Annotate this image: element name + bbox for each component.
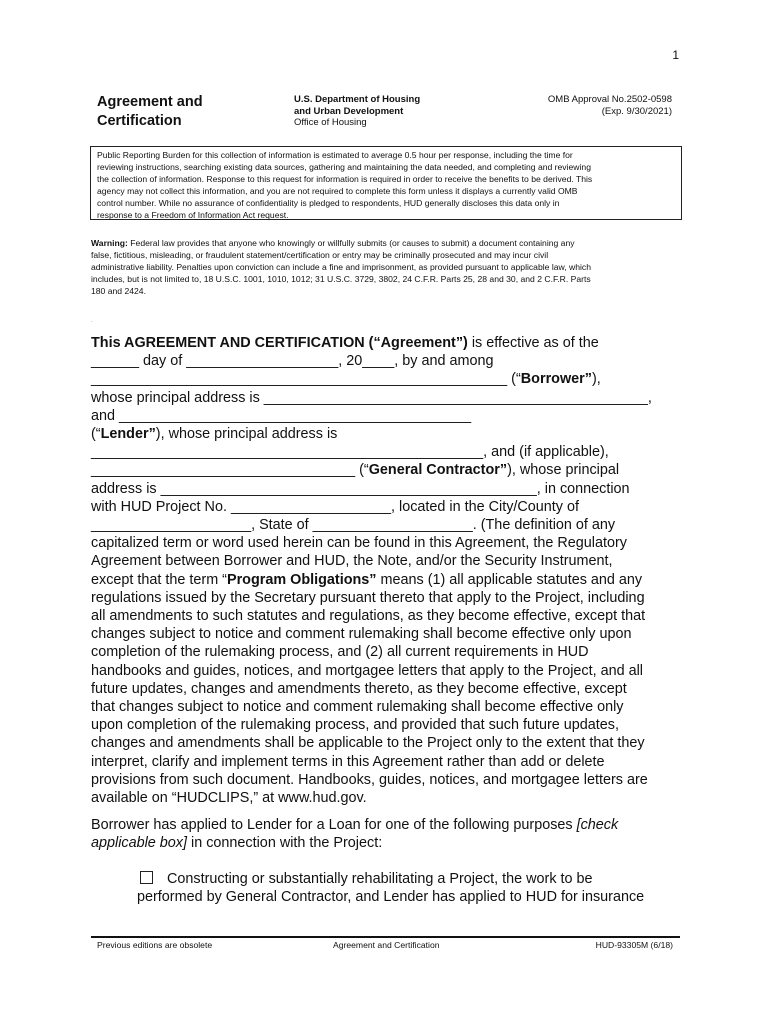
burden-line: response to a Freedom of Information Act request. [97,210,289,220]
footer-form-number: HUD-93305M (6/18) [595,940,673,950]
body-text: except that the term “ [91,571,227,588]
project-number-line[interactable]: with HUD Project No. ____________________, located in the City/County of [91,498,579,515]
page-number: 1 [672,48,679,62]
contractor-address-line[interactable]: address is _______________________________________________, in connection [91,480,630,497]
burden-line: control number. While no assurance of confidentiality is pledged to respondents, HUD generally discloses this data only in [97,198,560,208]
warning-line: administrative liability. Penalties upon conviction can include a fine and imprisonment, as provided pursuant to applicable law, which [91,262,591,272]
body-line: changes and amendments shall be applicable to the Project only to the extent that they [91,735,645,752]
warning-label: Warning: [91,238,128,248]
form-title-line2: Certification [97,113,182,129]
body-line: upon completion of the rulemaking process, and provided that such future updates, [91,717,619,734]
warning-line: 180 and 2424. [91,286,146,296]
borrower-name-blank[interactable]: ____________________________________________________ [91,371,508,388]
option-label: performed by General Contractor, and Lender has applied to HUD for insurance [137,889,645,906]
body-text: (“ [355,462,369,479]
body-line: available on “HUDCLIPS,” at www.hud.gov. [91,790,367,807]
public-reporting-burden-box [90,146,682,220]
body-line: regulations issued by the Secretary pursuant thereto that apply to the Project, including [91,589,645,606]
contractor-name-blank[interactable]: _________________________________ [91,462,356,479]
body-line: completion of the rulemaking process, and (2) all current requirements in HUD [91,644,589,661]
general-contractor-term: General Contractor” [368,462,508,479]
body-text: is effective as of the [467,335,599,351]
body-line: changes subject to notice and comment rulemaking shall become effective only upon [91,626,632,643]
burden-line: the collection of information. Response to this request for information is required in order to receive the benefits to be derived. This [97,174,593,184]
dept-line2: and Urban Development [294,105,404,117]
body-line: Agreement between Borrower and HUD, the Note, and/or the Security Instrument, [91,553,613,570]
lender-term: Lender” [100,426,156,443]
checkbox[interactable] [140,871,153,884]
program-obligations-term: Program Obligations” [226,571,377,588]
purpose-paragraph [91,816,691,852]
agreement-paragraph [91,334,691,807]
warning-line: false, fictitious, misleading, or fraudulent statement/certification or entry may be criminally prosecuted and may incur civil [91,250,549,260]
burden-line: reviewing instructions, searching existing data sources, gathering and maintaining the data needed, and completing and reviewing [97,162,591,172]
body-text: means (1) all applicable statutes and any [376,571,643,588]
footer-obsolete-note: Previous editions are obsolete [97,940,213,950]
body-text: ), whose principal [507,462,620,479]
body-line: handbooks and guides, notices, and mortgagee letters that apply to the Project, and all [91,662,644,679]
body-line: interpret, clarify and implement terms in this Agreement rather than add or delete [91,753,605,770]
omb-approval [548,94,672,117]
burden-line: Public Reporting Burden for this collection of information is estimated to average 0.5 hour per response, including the time for [97,150,573,160]
body-text: in connection with the Project: [187,835,383,852]
dept-line1: U.S. Department of Housing [294,94,421,105]
city-state-line[interactable]: ____________________, State of ____________________. (The definition of any [91,517,616,534]
burden-line: agency may not collect this information, and you are not required to complete this form unless it displays a currently valid OMB [97,186,578,196]
warning-line: includes, but is not limited to, 18 U.S.C. 1001, 1010, 1012; 31 U.S.C. 3729, 3802, 24 C.F.R. Parts 25, 28 and 30, and 2 C.F.R. Parts [91,274,591,284]
omb-number: OMB Approval No.2502-0598 [547,94,672,105]
warning-notice [91,237,686,297]
purpose-option-construction [137,870,697,906]
lender-address-line[interactable]: _________________________________________________, and (if applicable), [91,444,609,461]
body-text: (“ [507,371,521,388]
option-label: Constructing or substantially rehabilitating a Project, the work to be [167,871,593,887]
agency-block [294,94,420,129]
footer-form-name: Agreement and Certification [333,940,440,950]
omb-expiration: (Exp. 9/30/2021) [601,105,672,117]
form-title [97,93,203,131]
body-text: ), whose principal address is [155,426,338,443]
body-line: provisions from such document. Handbooks, guides, notices, and mortgagee letters are [91,771,648,788]
instruction-text: [check [576,817,619,833]
lender-name-line[interactable]: and ____________________________________________ [91,407,472,424]
instruction-text: applicable box] [91,835,188,852]
borrower-term: Borrower” [520,371,592,388]
body-line: all amendments to such statutes and regulations, as they become effective, except that [91,608,646,625]
borrower-address-line[interactable]: whose principal address is ________________________________________________, [91,389,652,406]
date-fill-line[interactable]: ______ day of ___________________, 20____, by and among [91,353,494,370]
stray-mark: . [91,318,93,324]
warning-line: Federal law provides that anyone who knowingly or willfully submits (or causes to submit) a document containing any [127,238,575,248]
office-name: Office of Housing [294,117,367,128]
body-text: Borrower has applied to Lender for a Loan for one of the following purposes [91,817,577,833]
agreement-heading: This AGREEMENT AND CERTIFICATION (“Agreement”) [91,335,468,351]
form-title-line1: Agreement and [97,94,203,110]
body-line: that changes subject to notice and comment rulemaking shall become effective only [91,699,624,716]
body-line: future updates, changes and amendments thereto, as they become effective, except [91,680,627,697]
body-line: capitalized term or word used herein can be found in this Agreement, the Regulatory [91,535,627,552]
footer-divider [91,936,680,938]
body-text: ), [591,371,601,388]
body-text: (“ [91,426,101,443]
